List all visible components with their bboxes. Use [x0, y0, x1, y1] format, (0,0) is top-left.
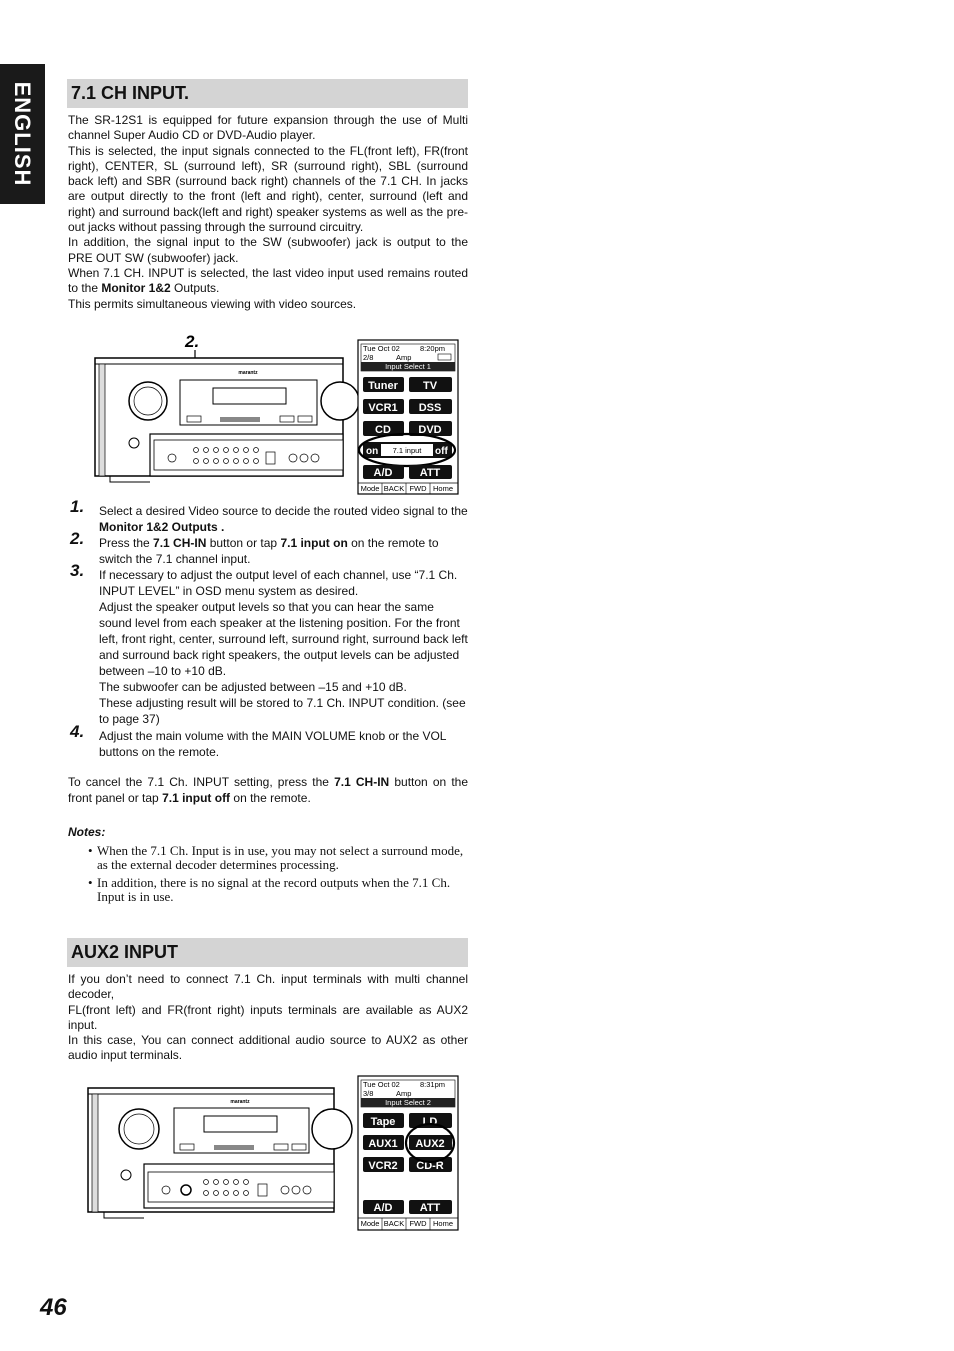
remote-nav-home[interactable]: Home — [432, 484, 454, 493]
section1-paragraph: This is selected, the input signals connected to the FL(front left), FR(front right), CENTER, SL (surround left), SR (surround right), SBL (surround back left) and SBR (surround back right) channels of the 7.1 CH. In jacks are output directly to the front (left and right), center, surround (left and right) and surround back(left and right) speaker systems as well as the pre-out jacks without passing through the surround circuitry. — [68, 143, 468, 235]
step-number: 3. — [70, 561, 85, 580]
remote-button-label: DVD — [418, 424, 442, 436]
remote-toggle-off: off — [435, 446, 448, 457]
language-tab-label: ENGLISH — [10, 81, 35, 187]
step-text: Press the 7.1 CH-IN button or tap 7.1 input on on the remote to switch the 7.1 channel input. — [99, 536, 439, 566]
section1-paragraph: The SR-12S1 is equipped for future expansion through the use of Multi channel Super Audio CD or DVD-Audio player. — [68, 113, 468, 143]
remote-nav-home[interactable]: Home — [432, 1219, 454, 1228]
section1-paragraph: This permits simultaneous viewing with video sources. — [68, 296, 357, 311]
remote-button-label: CD — [375, 424, 391, 436]
receiver-front-panel — [95, 358, 359, 482]
remote-nav-fwd[interactable]: FWD — [409, 1219, 427, 1228]
callout-step-2: 2. — [185, 332, 200, 351]
remote-button-label: LD — [422, 1116, 438, 1128]
section2-paragraph: FL(front left) and FR(front right) inputs terminals are available as AUX2 input. — [68, 1002, 468, 1032]
note-item: • In addition, there is no signal at the record outputs when the 7.1 Ch. Input is in use. — [88, 875, 451, 904]
remote-nav-back[interactable]: BACK — [383, 1219, 405, 1228]
section-heading-aux2-input: AUX2 INPUT — [67, 938, 468, 967]
step-4 — [68, 722, 468, 760]
section1-body — [68, 113, 468, 312]
remote-button-label: A/D — [373, 1202, 393, 1214]
remote-nav-mode[interactable]: Mode — [360, 1219, 380, 1228]
remote-button-label: DSS — [418, 402, 442, 414]
step-number: 4. — [70, 722, 85, 741]
remote-toggle-label: 7.1 input — [392, 446, 422, 455]
step-number: 2. — [70, 529, 85, 548]
step-number: 1. — [70, 497, 85, 516]
receiver-front-panel — [88, 1088, 352, 1218]
remote-device: Amp — [396, 1089, 412, 1098]
figure-receiver-remote-71 — [90, 330, 470, 500]
section1-paragraph: In addition, the signal input to the SW (subwoofer) jack is output to the PRE OUT SW (subwoofer) jack. — [68, 235, 468, 265]
page-number: 46 — [40, 1294, 67, 1321]
remote-button-label: CD-R — [416, 1160, 444, 1172]
remote-button-label: A/D — [373, 467, 393, 479]
step-3 — [68, 561, 468, 727]
remote-screen — [358, 340, 458, 494]
figure-receiver-remote-aux2 — [82, 1072, 462, 1234]
remote-screen — [358, 1076, 458, 1230]
remote-status-date: Tue Oct 02 — [363, 344, 400, 353]
section1-paragraph: When 7.1 CH. INPUT is selected, the last video input used remains routed to the Monitor 1&2 Outputs. — [68, 265, 468, 296]
section2-paragraph: In this case, You can connect additional audio source to AUX2 as other audio input terminals. — [68, 1033, 468, 1063]
remote-button-label: AUX1 — [368, 1138, 398, 1150]
remote-button-label: Tuner — [368, 380, 398, 392]
remote-button-label: VCR2 — [368, 1160, 398, 1172]
step-1 — [68, 497, 468, 535]
remote-toggle-on: on — [366, 446, 379, 457]
remote-page: 2/8 — [363, 353, 374, 362]
remote-screen-title: Input Select 1 — [385, 362, 431, 371]
section2-body — [68, 972, 468, 1064]
remote-status-time: 8:20pm — [420, 344, 446, 353]
remote-status-time: 8:31pm — [420, 1080, 446, 1089]
language-tab — [0, 64, 45, 204]
remote-device: Amp — [396, 353, 412, 362]
step-text: If necessary to adjust the output level of each channel, use “7.1 Ch. INPUT LEVEL” in OSD menu system as desired. Adjust the speaker output levels so that you can hear the same sound level from each speaker at the listening position. For the front left, front right, center, surround left, surround right, surround back left and surround back right speakers, the output levels can be adjusted between –10 to +10 dB. The subwoofer can be adjusted between –15 and +10 dB. These adjusting result will be stored to 7.1 Ch. INPUT condition. (see to page 37) — [99, 568, 468, 726]
step-text: Select a desired Video source to decide the routed video signal to the Monitor 1&2 Outputs . — [99, 504, 468, 534]
brand-logo: marantz — [238, 370, 258, 376]
cancel-paragraph: To cancel the 7.1 Ch. INPUT setting, press the 7.1 CH-IN button on the front panel or tap 7.1 input off on the remote. — [68, 775, 469, 805]
remote-button-label: ATT — [419, 467, 441, 479]
remote-status-date: Tue Oct 02 — [363, 1080, 400, 1089]
step-2 — [68, 529, 468, 567]
brand-logo: marantz — [230, 1099, 250, 1105]
remote-button-label: Tape — [370, 1116, 396, 1128]
remote-button-label: ATT — [419, 1202, 441, 1214]
remote-nav-mode[interactable]: Mode — [360, 484, 380, 493]
remote-nav-back[interactable]: BACK — [383, 484, 405, 493]
note-item: • When the 7.1 Ch. Input is in use, you may not select a surround mode, as the external decoder determines processing. — [88, 843, 464, 872]
section2-paragraph: If you don’t need to connect 7.1 Ch. input terminals with multi channel decoder, — [68, 972, 468, 1002]
remote-button-label: AUX2 — [415, 1138, 445, 1150]
step-text: Adjust the main volume with the MAIN VOLUME knob or the VOL buttons on the remote. — [99, 729, 447, 759]
notes-heading: Notes: — [68, 825, 106, 839]
remote-button-label: VCR1 — [368, 402, 398, 414]
remote-page: 3/8 — [363, 1089, 374, 1098]
remote-screen-title: Input Select 2 — [385, 1098, 431, 1107]
remote-button-label: TV — [422, 380, 438, 392]
section-heading-71-ch-input: 7.1 CH INPUT. — [67, 79, 468, 108]
remote-nav-fwd[interactable]: FWD — [409, 484, 427, 493]
